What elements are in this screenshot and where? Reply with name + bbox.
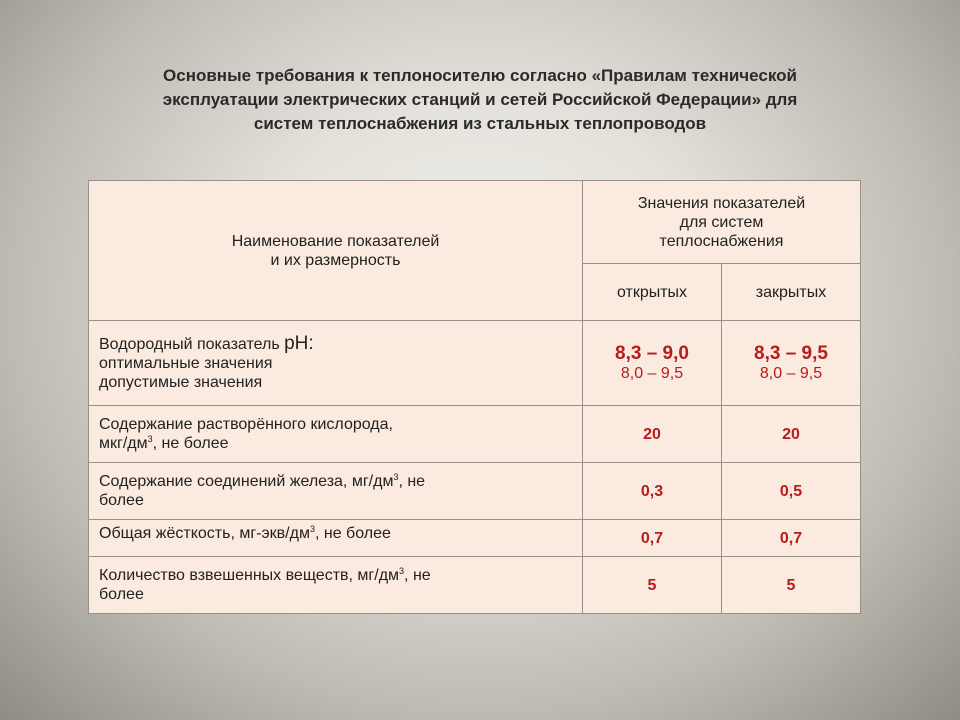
header-values-line-1: Значения показателей [637,194,806,212]
header-values-line-2: для систем [679,213,764,231]
header-indicator-name [89,181,583,321]
ph-optimal-label: оптимальные значения [99,355,273,372]
iron-closed-value: 0,5 [722,463,861,520]
row-label-oxygen: Содержание растворённого кислорода, мкг/$дм^3$, не более [89,406,583,463]
oxygen-closed-value: 20 [722,406,861,463]
ph-label-text: Водородный показатель [99,336,285,353]
suspended-open-value: 5 [583,557,722,614]
table-row [89,520,861,557]
ph-open-optimal: 8,3 – 9,0 [615,343,689,364]
table-header-row [89,181,861,264]
hardness-open-value: 0,7 [583,520,722,557]
title-line-3: систем теплоснабжения из стальных теплопроводов [253,114,707,133]
iron-open-value: 0,3 [583,463,722,520]
hardness-closed-value: 0,7 [722,520,861,557]
ph-open-allowed: 8,0 – 9,5 [620,365,684,382]
table-row [89,463,861,520]
header-name-line-1: Наименование показателей [231,232,440,250]
header-open: открытых [583,264,722,321]
title-line-2: эксплуатации электрических станций и сетей Российской Федерации» для [162,90,798,109]
ph-allowed-label: допустимые значения [99,374,263,391]
ph-closed-value [722,321,861,406]
requirements-table [88,180,861,614]
ph-open-value [583,321,722,406]
title-line-1: Основные требования к теплоносителю согласно «Правилам технической [163,66,797,85]
header-values-line-3: теплоснабжения [659,232,784,250]
table-row [89,557,861,614]
slide-title [60,64,900,136]
row-label-suspended: Количество взвешенных веществ, $мг/дм^3$, не более [89,557,583,614]
ph-symbol: pH: [284,333,314,354]
ph-closed-allowed: 8,0 – 9,5 [759,365,823,382]
suspended-closed-value: 5 [722,557,861,614]
oxygen-open-value: 20 [583,406,722,463]
table-row [89,406,861,463]
table-row [89,321,861,406]
row-label-hardness: Общая жёсткость, $мг-экв/дм^3$, не более [89,520,583,557]
header-name-line-2: и их размерность [270,251,401,269]
ph-closed-optimal: 8,3 – 9,5 [754,343,828,364]
row-label-ph [89,321,583,406]
row-label-iron: Содержание соединений железа, $мг/дм^3$, не более [89,463,583,520]
header-closed: закрытых [722,264,861,321]
header-values [583,181,861,264]
